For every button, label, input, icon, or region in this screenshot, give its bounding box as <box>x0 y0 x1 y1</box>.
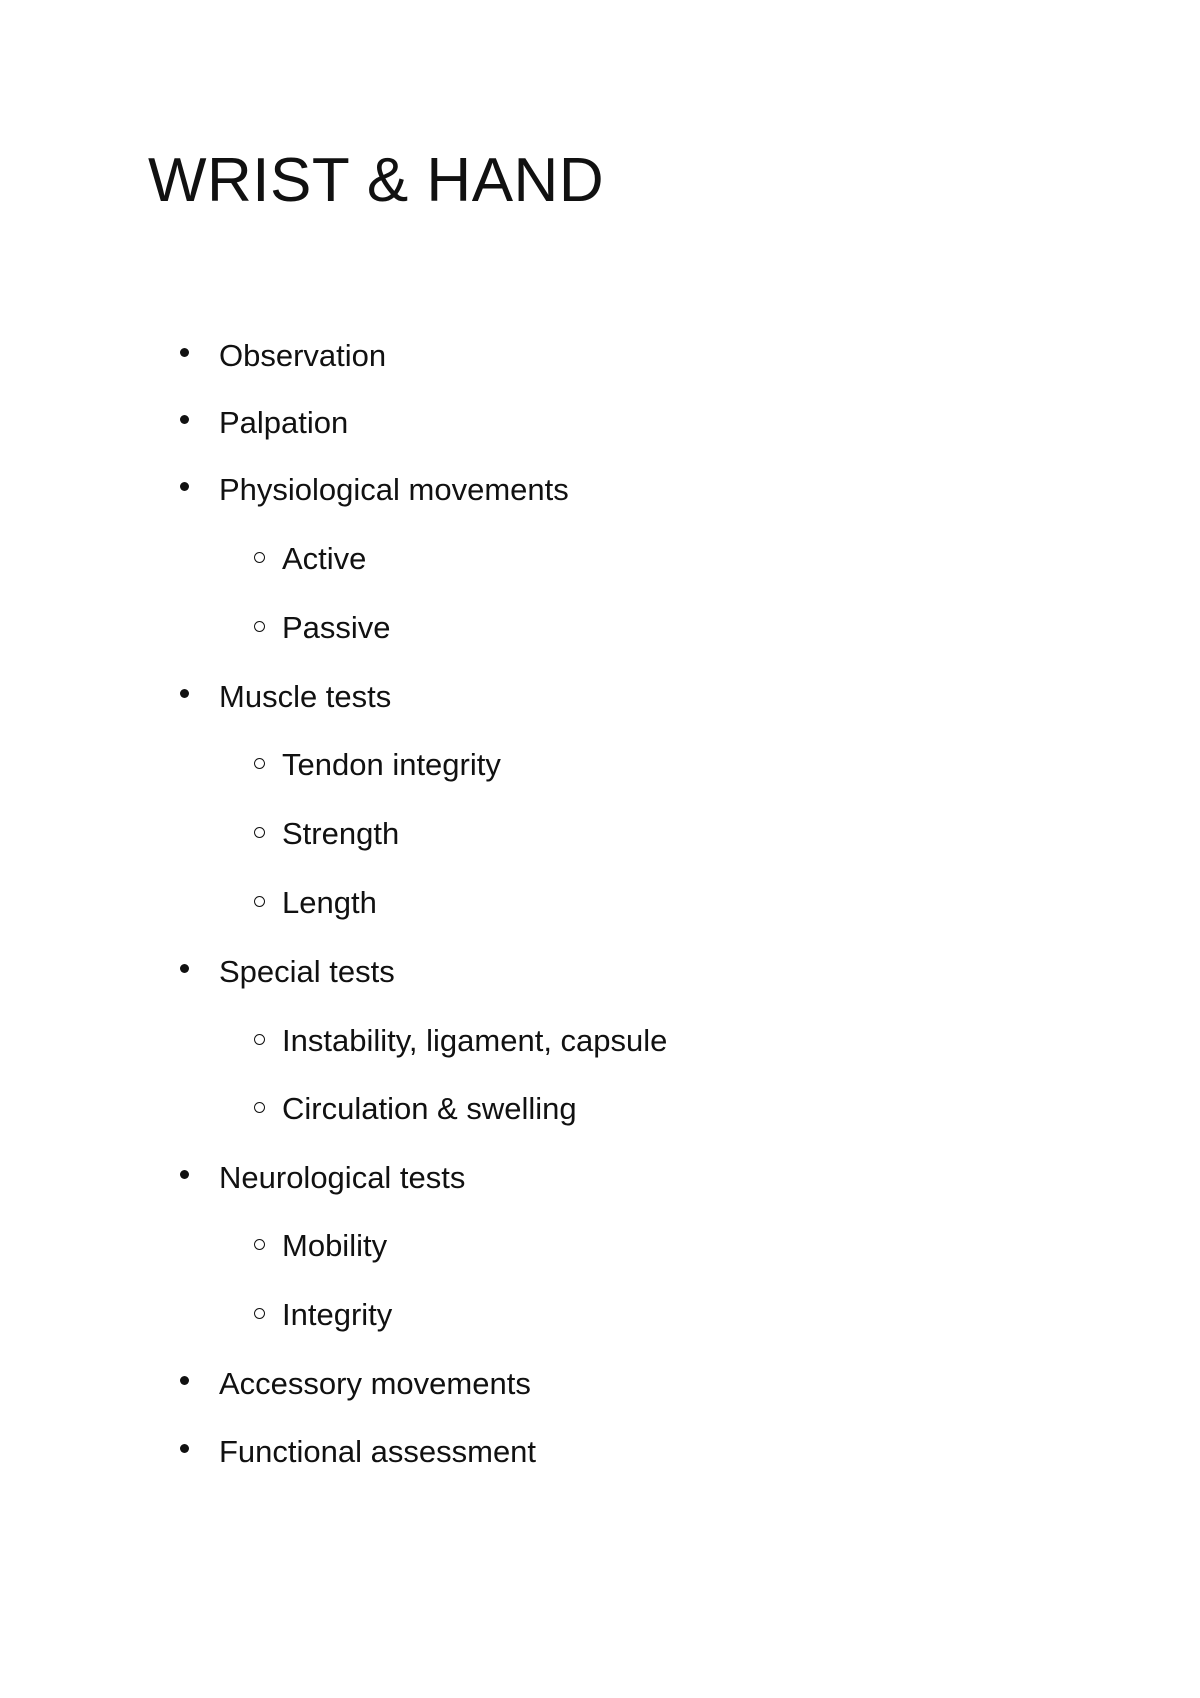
list-item-label: Instability, ligament, capsule <box>282 1022 668 1058</box>
sub-list-item <box>254 1224 387 1264</box>
list-item <box>180 1430 536 1470</box>
list-item-label: Palpation <box>219 404 349 440</box>
bullet-dot-icon <box>180 415 189 424</box>
sub-list-item <box>254 812 399 852</box>
list-item <box>180 334 386 374</box>
sub-list-item <box>254 1087 577 1127</box>
list-item <box>180 1362 531 1402</box>
list-item-label: Integrity <box>282 1296 393 1332</box>
list-item <box>180 950 395 990</box>
bullet-dot-icon <box>180 1376 189 1385</box>
bullet-circle-icon <box>254 1102 265 1113</box>
page-title: WRIST & HAND <box>148 146 605 215</box>
list-item-label: Strength <box>282 815 400 851</box>
list-item-label: Neurological tests <box>219 1159 466 1195</box>
list-item-label: Mobility <box>282 1227 388 1263</box>
bullet-circle-icon <box>254 758 265 769</box>
bullet-circle-icon <box>254 552 265 563</box>
bullet-circle-icon <box>254 1308 265 1319</box>
bullet-dot-icon <box>180 1170 189 1179</box>
bullet-circle-icon <box>254 621 265 632</box>
list-item-label: Active <box>282 540 367 576</box>
sub-list-item <box>254 537 366 577</box>
sub-list-item <box>254 881 377 921</box>
list-item-label: Passive <box>282 609 391 645</box>
list-item-label: Accessory movements <box>219 1365 531 1401</box>
bullet-dot-icon <box>180 482 189 491</box>
list-item-label: Circulation & swelling <box>282 1090 577 1126</box>
bullet-circle-icon <box>254 827 265 838</box>
list-item-label: Physiological movements <box>219 471 569 507</box>
list-item <box>180 468 569 508</box>
list-item <box>180 675 391 715</box>
sub-list-item <box>254 743 501 783</box>
list-item-label: Muscle tests <box>219 678 392 714</box>
list-item-label: Special tests <box>219 953 395 989</box>
sub-list-item <box>254 1019 667 1059</box>
sub-list-item <box>254 1293 392 1333</box>
bullet-circle-icon <box>254 1034 265 1045</box>
list-item-label: Observation <box>219 337 387 373</box>
list-item-label: Length <box>282 884 377 920</box>
bullet-circle-icon <box>254 1239 265 1250</box>
bullet-dot-icon <box>180 1444 189 1453</box>
list-item-label: Functional assessment <box>219 1433 537 1469</box>
bullet-circle-icon <box>254 896 265 907</box>
list-item <box>180 401 348 441</box>
bullet-dot-icon <box>180 348 189 357</box>
bullet-dot-icon <box>180 689 189 698</box>
list-item <box>180 1156 465 1196</box>
sub-list-item <box>254 606 391 646</box>
list-item-label: Tendon integrity <box>282 746 501 782</box>
bullet-dot-icon <box>180 964 189 973</box>
